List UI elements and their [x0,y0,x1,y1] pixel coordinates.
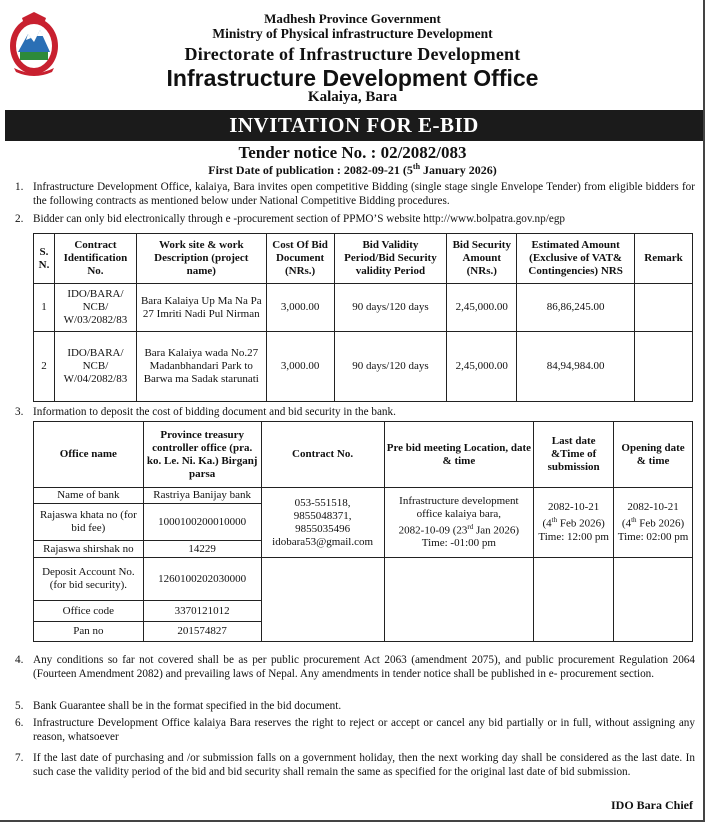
tender-notice-number: Tender notice No. : 02/2082/083 [238,143,467,162]
opening-date-sup: th [631,516,637,525]
cell-empty [534,558,614,642]
bank-deposit-table [33,421,693,642]
cell-estimate: 86,86,245.00 [517,284,635,332]
last-time: Time: 12:00 pm [538,530,609,543]
paragraph-6 [15,716,695,744]
paragraph-number: 3. [15,406,24,418]
cell-estimate: 84,94,984.00 [517,332,635,402]
cell-label: Office code [34,601,144,622]
last-date-part: (4 [542,517,552,530]
cell-sn: 1 [34,284,55,332]
contact-line: 9855035496 [295,522,351,535]
paragraph-text: Infrastructure Development Office, kalaiya, Bara invites open competitive Bidding (single stage single Envelope Tender) from eligible bidders for the following contracts as mentioned below under National Competitive Bidding procedures. [33,181,695,207]
cell-contact [261,488,384,558]
header-office-name: Office name [34,422,144,488]
header-prebid-meeting: Pre bid meeting Location, date & time [384,422,534,488]
paragraph-1 [15,180,695,208]
publication-date [0,162,705,178]
paragraph-4 [15,653,695,695]
cell-last-date [534,488,614,558]
cell-security: 2,45,000.00 [447,332,517,402]
paragraph-number: 4. [15,654,24,666]
contracts-table [33,233,693,402]
contact-line: 053-551518, [294,496,351,509]
prebid-date-part: Jan 2026) [473,524,520,537]
signature: IDO Bara Chief [611,798,693,812]
header-province-treasury: Province treasury controller office (pra. ko. Le. Ni. Ka.) Birganj parsa [143,422,261,488]
ministry-title: Ministry of Physical infrastructure Development [212,26,493,41]
paragraph-number: 1. [15,181,24,193]
cell-value: 3370121012 [143,601,261,622]
cell-work-site: Bara Kalaiya wada No.27 Madanbhandari Park to Barwa ma Sadak starunati [136,332,266,402]
paragraph-text: If the last date of purchasing and /or submission falls on a government holiday, then the next working day shall be considered as the last date. In such case the validity period of the bid and bid security shall remain the same as specified for the original last date of bid submission. [33,752,695,778]
cell-sn: 2 [34,332,55,402]
cell-label: Pan no [34,622,144,642]
cell-label: Rajaswa khata no (for bid fee) [34,504,144,541]
paragraph-number: 7. [15,752,24,764]
last-date-bs: 2082-10-21 [547,501,600,514]
prebid-date-sup: rd [467,522,474,531]
last-date-ad [536,514,611,531]
cell-label: Rajaswa shirshak no [34,541,144,558]
publication-date-sup: th [412,162,421,171]
cell-validity: 90 days/120 days [334,284,447,332]
prebid-date [387,521,532,538]
header-validity: Bid Validity Period/Bid Security validity Period [334,234,447,284]
cell-empty [261,558,384,642]
paragraph-7 [15,751,695,793]
cell-value: 14229 [143,541,261,558]
last-date-sup: th [551,516,558,525]
cell-value: 201574827 [143,622,261,642]
cell-remark [635,332,693,402]
table-row [34,332,693,402]
cell-label: Name of bank [34,488,144,504]
paragraph-text: Information to deposit the cost of bidding document and bid security in the bank. [33,406,396,418]
cell-value: 1260100202030000 [143,558,261,601]
contact-email: idobara53@gmail.com [272,535,374,548]
header-estimate: Estimated Amount (Exclusive of VAT& Contingencies) NRS [517,234,635,284]
table-header-row [34,422,693,488]
opening-date-part: Feb 2026) [636,517,685,530]
header-work-site: Work site & work Description (project name) [136,234,266,284]
cell-work-site: Bara Kalaiya Up Ma Na Pa 27 Imriti Nadi Pul Nirman [136,284,266,332]
header-cost: Cost Of Bid Document (NRs.) [266,234,334,284]
contact-line: 9855048371, [293,509,352,522]
prebid-location: Infrastructure development office kalaiya bara, [399,494,519,520]
table-row [34,284,693,332]
paragraph-text: Infrastructure Development Office kalaiya Bara reserves the right to reject or accept or cancel any bid partially or in full, without assigning any reason, whatsoever [33,717,695,743]
cell-cost: 3,000.00 [266,332,334,402]
header-remark: Remark [635,234,693,284]
invitation-banner: INVITATION FOR E-BID [5,110,703,141]
header-sn: S. N. [34,234,55,284]
paragraph-3 [15,405,695,419]
table-row [34,488,693,504]
paragraph-text: Bank Guarantee shall be in the format specified in the bid document. [33,700,342,712]
opening-time: Time: 02:00 pm [617,530,689,543]
paragraph-number: 6. [15,717,24,729]
header-security: Bid Security Amount (NRs.) [447,234,517,284]
paragraph-text: Any conditions so far not covered shall be as per public procurement Act 2063 (amendment 2075), and public procurement Regulation 2064 (Fourteen Amendment 2082) and prevailing laws of Nepal. Any amendments in tender notice shall be published in e- procurement section. [33,654,695,680]
cell-cost: 3,000.00 [266,284,334,332]
prebid-time: Time: -01:00 pm [421,537,496,550]
province-government-title: Madhesh Province Government [264,11,441,26]
cell-prebid [384,488,534,558]
opening-date-bs: 2082-10-21 [627,501,679,514]
cell-contract-id: IDO/BARA/ NCB/ W/04/2082/83 [54,332,136,402]
cell-validity: 90 days/120 days [334,332,447,402]
cell-security: 2,45,000.00 [447,284,517,332]
cell-empty [614,558,693,642]
office-location: Kalaiya, Bara [307,89,398,105]
paragraph-2 [15,212,695,226]
cell-opening-date [614,488,693,558]
cell-remark [635,284,693,332]
header-contract-id: Contract Identification No. [54,234,136,284]
cell-label: Deposit Account No. (for bid security). [34,558,144,601]
publication-date-prefix: First Date of publication : 2082-09-21 (5 [208,163,413,177]
publication-date-suffix: January 2026) [420,163,497,177]
directorate-title: Directorate of Infrastructure Development [184,44,521,64]
table-header-row [34,234,693,284]
paragraph-5 [15,699,695,713]
paragraph-text: Bidder can only bid electronically through e -procurement section of PPMO’S website http://www.bolpatra.gov.np/egp [33,213,566,225]
header-contract-no: Contract No. [261,422,384,488]
cell-value: 1000100200010000 [143,504,261,541]
office-title: Infrastructure Development Office [166,65,539,91]
header-opening-date: Opening date & time [614,422,693,488]
table-row [34,558,693,601]
prebid-date-part: 2082-10-09 (23 [398,524,468,537]
last-date-part: Feb 2026) [557,517,605,530]
opening-date-ad [616,514,690,531]
opening-date-part: (4 [621,517,632,530]
header-last-date: Last date &Time of submission [534,422,614,488]
paragraph-number: 5. [15,700,24,712]
cell-empty [384,558,534,642]
cell-contract-id: IDO/BARA/ NCB/ W/03/2082/83 [54,284,136,332]
paragraph-number: 2. [15,213,24,225]
cell-value: Rastriya Banijay bank [143,488,261,504]
